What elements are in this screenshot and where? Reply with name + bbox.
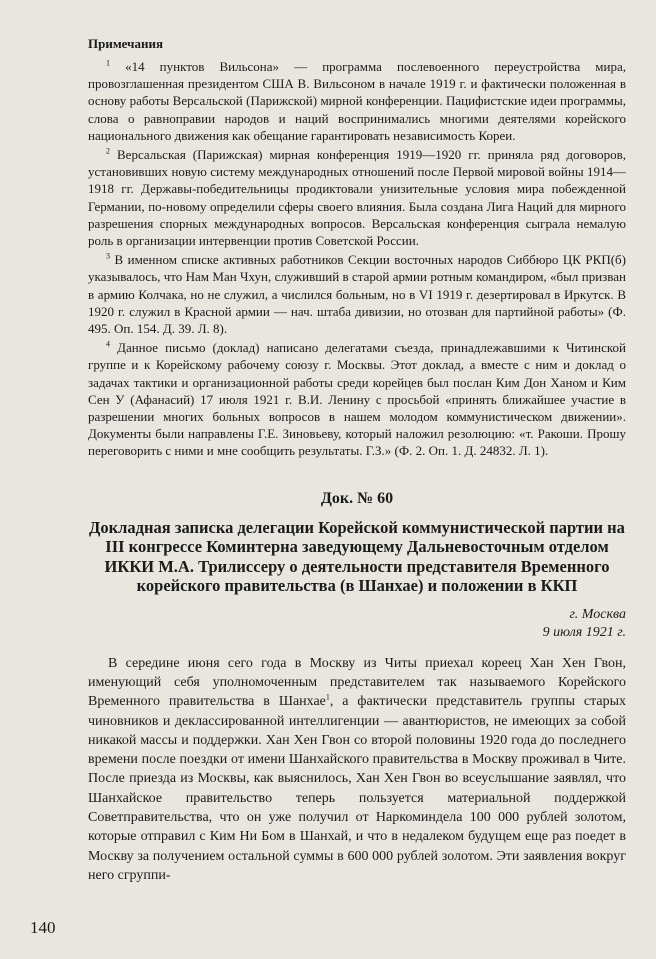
note-item	[88, 146, 626, 249]
note-text: Версальская (Парижская) мирная конференция 1919—1920 гг. приняла ряд договоров, установивших новую систему международных отношений после Первой мировой войны 1914—1918 гг. Державы-победительницы продиктовали унизительные условия мира побежденной Германии, по-новому определили сферы своего влияния. Была создана Лига Наций для мирного разрешения спорных международных вопросов. Версальская конференция сыграла немалую роль в организации интервенции против Советской России.	[88, 147, 626, 249]
body-text: В середине июня сего года в Москву из Читы приехал кореец Хан Хен Гвон, именующий себя уполномоченным представителем так называемого Корейского Временного правительства в Шанхае	[88, 655, 626, 710]
note-number: 1	[106, 58, 110, 68]
document-place: г. Москва	[569, 606, 626, 622]
note-number: 4	[106, 339, 110, 349]
notes-heading: Примечания	[88, 36, 163, 51]
body-text-continued: , а фактически представитель группы старых чиновников и деклассированной интеллигенции — авантюристов, не имеющих за собой никакой массы и поддержки. Хан Хен Гвон со второй половины 1920 года до последнего времени после поездки от имени Шанхайского правительства в Москву проживал в Чите. После приезда из Москвы, как выяснилось, Хан Хен Гвон во всеуслышание заявлял, что Шанхайское правительство теперь пользуется материальной поддержкой Советправительства, что он уже получил от Наркоминдела 100 000 рублей золотом, которые отправил с Ким Ни Бом в Шанхай, и что в недалеком будущем еще раз поедет в Москву за получением остальной суммы в 600 000 рублей золотом. Эти заявления вокруг него сгруппи-	[88, 694, 626, 883]
document-body	[88, 654, 626, 886]
note-text: В именном списке активных работников Секции восточных народов Сиббюро ЦК РКП(б) указывалось, что Нам Ман Чхун, служивший в старой армии ротным командиром, «был призван в армию Колчака, но не служил, а числился больным, но в VI 1919 г. дезертировал в Иркутск. В 1920 г. служил в Красной армии — нач. штаба дивизии, но отозван для партийной работы» (Ф. 495. Оп. 154. Д. 39. Л. 8).	[88, 252, 626, 337]
page-number: 140	[30, 918, 56, 937]
note-number: 3	[106, 251, 110, 261]
footnote-reference: 1	[325, 692, 330, 702]
note-number: 2	[106, 146, 110, 156]
note-text: «14 пунктов Вильсона» — программа послевоенного переустройства мира, провозглашенная президентом США В. Вильсоном в начале 1919 г. и фактически положенная в основу работы Версальской (Парижской) мирной конференции. Пацифистские идеи программы, слова о равноправии народов и наций воспринимались многими деятелями корейского национального движения как обещание гарантировать независимость Кореи.	[88, 59, 627, 143]
document-date: 9 июля 1921 г.	[542, 624, 626, 640]
note-item	[88, 339, 626, 459]
note-text: Данное письмо (доклад) написано делегатами съезда, принадлежавшими к Читинской группе и к Корейскому рабочему союзу г. Москвы. Этот доклад, а вместе с ним и доклад о задачах тактики и организационной работы среди корейцев был послан Ким Дон Ханом и Ким Сен У (Афанасий) 17 июля 1921 г. В.И. Ленину с просьбой «принять ближайшее участие в разрешении многих больных вопросов в нашем молодом коммунистическом движении». Документы были направлены Г.Е. Зиновьеву, который наложил резолюцию: «т. Ракоши. Прошу переговорить с ними и мне сообщить результаты. Г.З.» (Ф. 2. Оп. 1. Д. 24832. Л. 1).	[88, 340, 626, 459]
document-title: Докладная записка делегации Корейской коммунистической партии на III конгрессе Коминтерна заведующему Дальневосточным отделом ИККИ М.А. Трилиссеру о деятельности представителя Временного корейского правительства (в Шанхае) и положении в ККП	[89, 517, 625, 596]
note-item	[88, 58, 626, 144]
document-number: Док. № 60	[320, 489, 394, 507]
note-item	[88, 251, 626, 337]
notes-section	[88, 36, 626, 460]
